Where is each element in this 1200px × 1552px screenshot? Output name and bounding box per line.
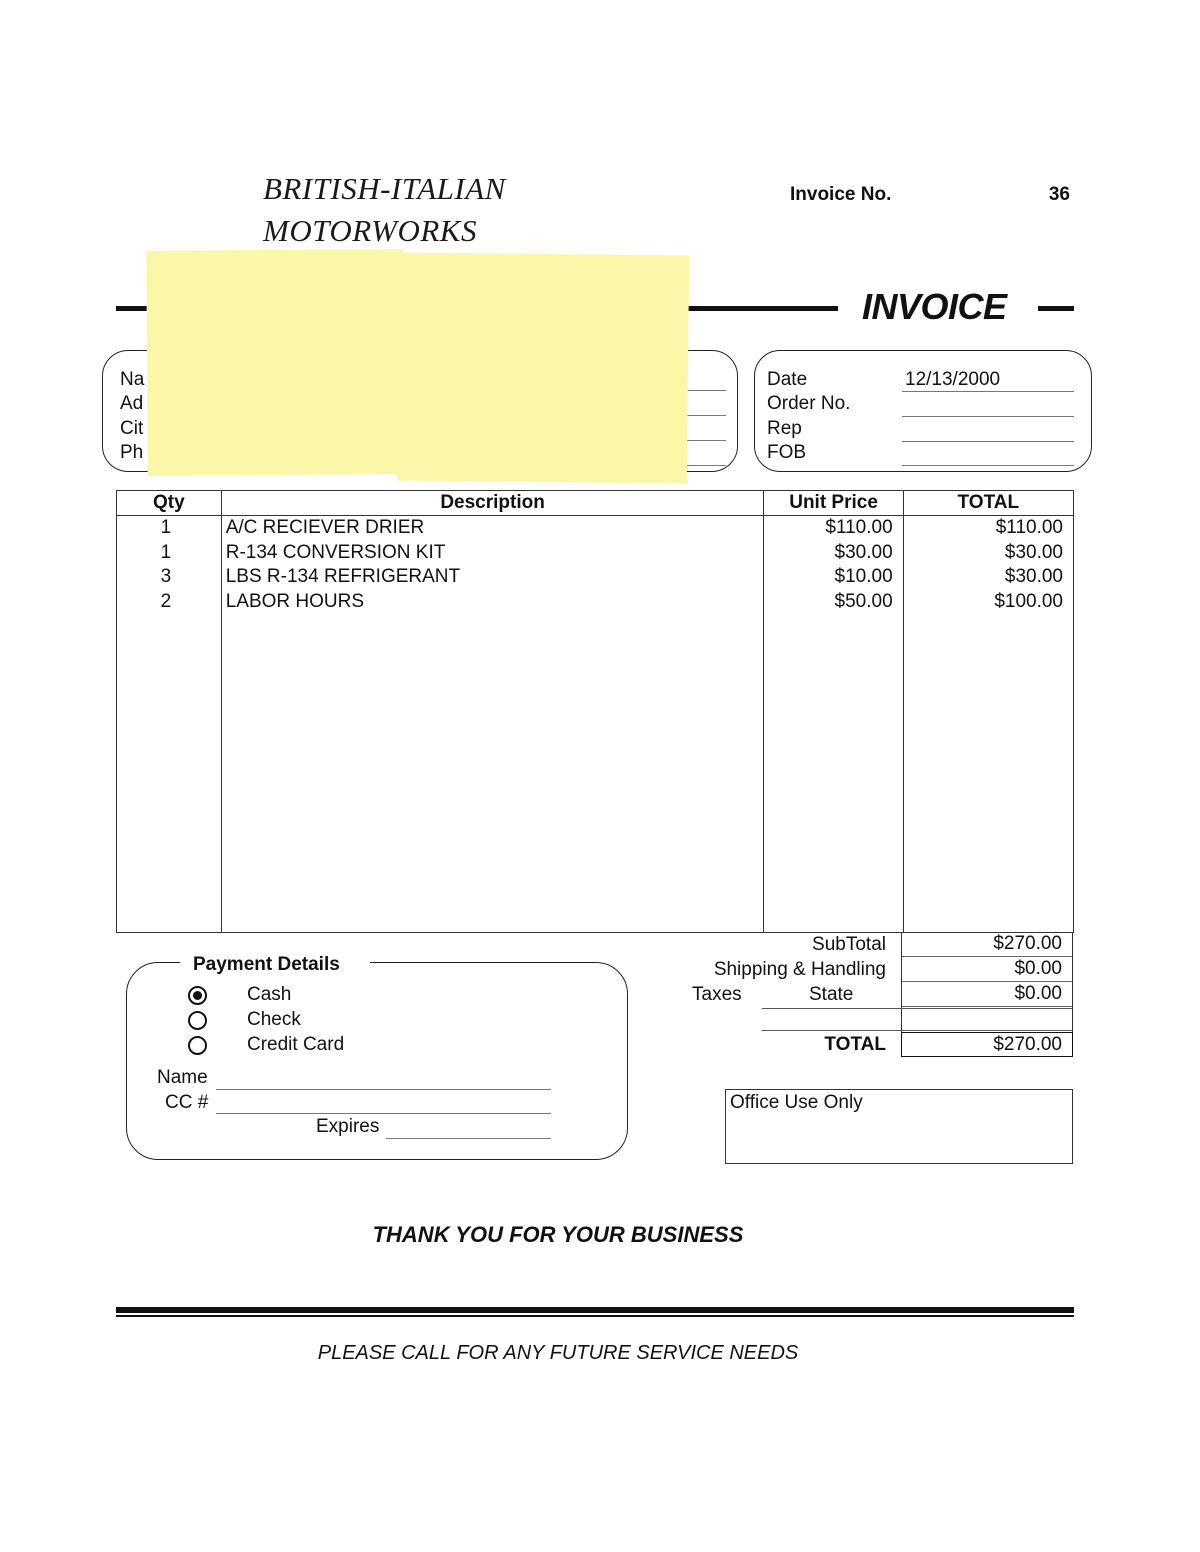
cash-radio[interactable]: [188, 986, 207, 1005]
order-info-line: [902, 391, 1074, 392]
empty-cell: [903, 614, 1073, 933]
footer-rule-thick: [116, 1307, 1074, 1313]
row-total: $30.00: [903, 541, 1073, 566]
line-items-table: [116, 490, 1074, 933]
table-header-row: [117, 491, 1074, 516]
state-label: State: [809, 984, 854, 1005]
thank-you-message: THANK YOU FOR YOUR BUSINESS: [372, 1222, 744, 1247]
check-radio[interactable]: [188, 1011, 207, 1030]
shipping-label: Shipping & Handling: [713, 959, 886, 980]
row-unit-price: $30.00: [764, 541, 903, 566]
row-qty: 1: [117, 516, 222, 541]
subtotal-value: $270.00: [902, 933, 1072, 957]
date-value: 12/13/2000: [905, 369, 1001, 390]
expires-field[interactable]: [386, 1138, 551, 1139]
date-label: Date: [767, 369, 808, 390]
credit-card-radio[interactable]: [188, 1036, 207, 1055]
table-row: [117, 565, 1074, 590]
empty-cell: [117, 614, 222, 933]
table-row: [117, 516, 1074, 541]
row-description: LABOR HOURS: [221, 590, 764, 615]
row-total: $110.00: [903, 516, 1073, 541]
totals-divider: [901, 932, 902, 1034]
future-service-message: PLEASE CALL FOR ANY FUTURE SERVICE NEEDS: [317, 1342, 799, 1364]
cc-label: CC #: [165, 1092, 209, 1113]
credit-card-label: Credit Card: [247, 1034, 345, 1055]
cc-field[interactable]: [216, 1113, 551, 1114]
totals-divider: [1072, 932, 1073, 1034]
title-rule-right: [1038, 306, 1074, 311]
row-unit-price: $50.00: [764, 590, 903, 615]
grand-total-label: TOTAL: [824, 1034, 886, 1055]
name-label: Name: [157, 1067, 208, 1088]
customer-city-label: Cit: [120, 418, 144, 439]
total-header: TOTAL: [903, 491, 1073, 516]
footer-rule-thin: [116, 1315, 1074, 1317]
payment-details-title: Payment Details: [193, 954, 340, 975]
sticky-note-left: [146, 249, 405, 476]
row-qty: 2: [117, 590, 222, 615]
order-number-label: Order No.: [767, 393, 851, 414]
customer-address-label: Ad: [120, 393, 144, 414]
office-use-label: Office Use Only: [730, 1092, 863, 1113]
customer-phone-label: Ph: [120, 442, 144, 463]
office-use-box: [725, 1089, 1073, 1164]
invoice-number: 36: [1048, 184, 1070, 205]
row-total: $30.00: [903, 565, 1073, 590]
table-empty-space: [117, 614, 1074, 933]
customer-name-label: Na: [120, 369, 145, 390]
check-label: Check: [247, 1009, 301, 1030]
order-info-line: [902, 441, 1074, 442]
expires-label: Expires: [316, 1116, 380, 1137]
company-name: [263, 168, 506, 252]
order-info-line: [902, 416, 1074, 417]
empty-cell: [764, 614, 903, 933]
unit-price-header: Unit Price: [764, 491, 903, 516]
taxes-value: $0.00: [902, 983, 1072, 1007]
order-info-line: [902, 465, 1074, 466]
cash-label: Cash: [247, 984, 292, 1005]
row-total: $100.00: [903, 590, 1073, 615]
totals-rule: [762, 1030, 1072, 1031]
name-field[interactable]: [216, 1089, 551, 1090]
shipping-value: $0.00: [902, 958, 1072, 982]
row-unit-price: $10.00: [764, 565, 903, 590]
empty-cell: [221, 614, 764, 933]
row-description: R-134 CONVERSION KIT: [221, 541, 764, 566]
company-name-line2: MOTORWORKS: [263, 213, 477, 248]
company-name-line1: BRITISH-ITALIAN: [263, 171, 506, 206]
row-qty: 1: [117, 541, 222, 566]
invoice-number-label: Invoice No.: [790, 184, 892, 205]
description-header: Description: [221, 491, 764, 516]
grand-total-value: $270.00: [901, 1032, 1073, 1057]
row-qty: 3: [117, 565, 222, 590]
fob-label: FOB: [767, 442, 807, 463]
totals-rule: [762, 1008, 1072, 1009]
row-unit-price: $110.00: [764, 516, 903, 541]
taxes-label: Taxes: [692, 984, 742, 1005]
table-row: [117, 590, 1074, 615]
row-description: LBS R-134 REFRIGERANT: [221, 565, 764, 590]
sticky-note-right: [397, 252, 689, 483]
invoice-title: INVOICE: [862, 286, 1007, 327]
row-description: A/C RECIEVER DRIER: [221, 516, 764, 541]
rep-label: Rep: [767, 418, 802, 439]
qty-header: Qty: [117, 491, 222, 516]
subtotal-label: SubTotal: [812, 934, 886, 955]
table-row: [117, 541, 1074, 566]
